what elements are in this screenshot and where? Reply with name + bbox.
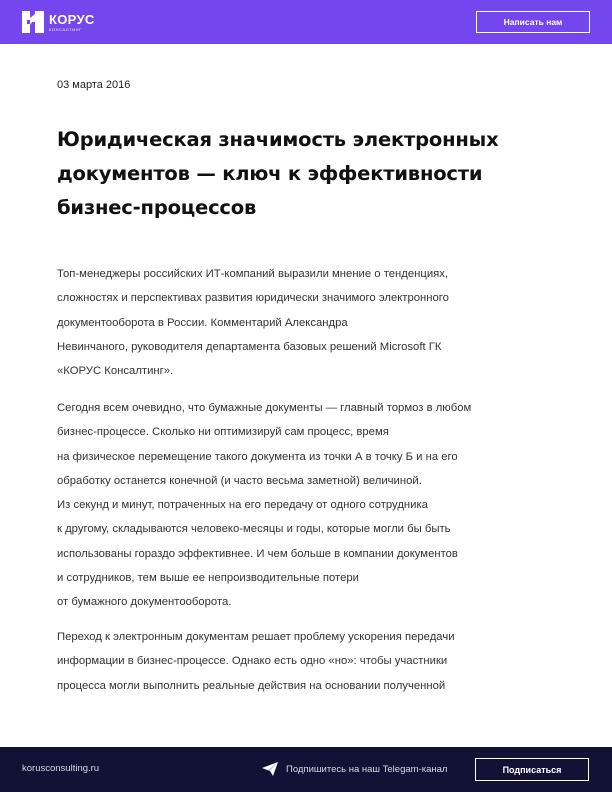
text-line: «КОРУС Консалтинг». <box>57 365 174 378</box>
title-line: документов — ключ к эффективности <box>57 162 483 185</box>
text-line: на физическое перемещение такого документа из точки А в точку Б и на его <box>57 450 458 463</box>
title-line: Юридическая значимость электронных <box>57 128 499 151</box>
text-line: от бумажного документооборота. <box>57 596 232 609</box>
text-line: Топ-менеджеры российских ИТ-компаний выразили мнение о тенденциях, <box>57 268 449 280</box>
site-link[interactable]: korusconsulting.ru <box>22 763 100 774</box>
logo-name: КОРУС <box>49 11 95 27</box>
text-line: Сегодня всем очевидно, что бумажные документы — главный тормоз в любом <box>57 402 472 414</box>
logo[interactable] <box>22 11 95 33</box>
paragraph-intro <box>57 262 562 383</box>
text-line: бизнес-процессе. Сколько ни оптимизируй сам процесс, время <box>57 426 389 439</box>
text-line: Из секунд и минут, потраченных на его передачу от одного сотрудника <box>57 499 428 512</box>
korus-logo-icon <box>22 11 44 33</box>
telegram-text: Подпишитесь на наш Telegam-канал <box>286 763 448 775</box>
text-line: сложностях и перспективах развития юридически значимого электронного <box>57 292 449 305</box>
text-line: к другому, складываются человеко-месяцы и годы, которые могли бы быть <box>57 523 451 536</box>
text-line: документооборота в России. Комментарий Александра <box>57 316 348 329</box>
title-line: бизнес-процессов <box>57 196 257 219</box>
telegram-icon <box>262 761 278 777</box>
text-line: информации в бизнес-процессе. Однако есть одно «но»: чтобы участники <box>57 655 448 668</box>
telegram-promo[interactable] <box>262 761 447 777</box>
text-line: обработку останется конечной (и часто весьма заметной) величиной. <box>57 474 422 487</box>
footer <box>0 747 612 792</box>
text-line: использованы гораздо эффективнее. И чем больше в компании документов <box>57 547 458 560</box>
text-line: Переход к электронным документам решает проблему ускорения передачи <box>57 631 455 643</box>
header <box>0 0 612 44</box>
article-date: 03 марта 2016 <box>57 79 131 91</box>
logo-subtitle: КОНСАЛТИНГ <box>49 26 82 32</box>
article-title <box>57 123 557 225</box>
text-line: и сотрудников, тем выше ее непроизводительные потери <box>57 572 359 585</box>
paragraph-body-2 <box>57 625 562 698</box>
subscribe-button[interactable]: Подписаться <box>475 758 589 781</box>
text-line: процесса могли выполнить реальные действия на основании полученной <box>57 679 446 692</box>
text-line: Невинчаного, руководителя департамента базовых решений Microsoft ГК <box>57 340 442 353</box>
write-to-us-button[interactable]: Написать нам <box>476 11 590 33</box>
paragraph-body-1 <box>57 396 562 615</box>
